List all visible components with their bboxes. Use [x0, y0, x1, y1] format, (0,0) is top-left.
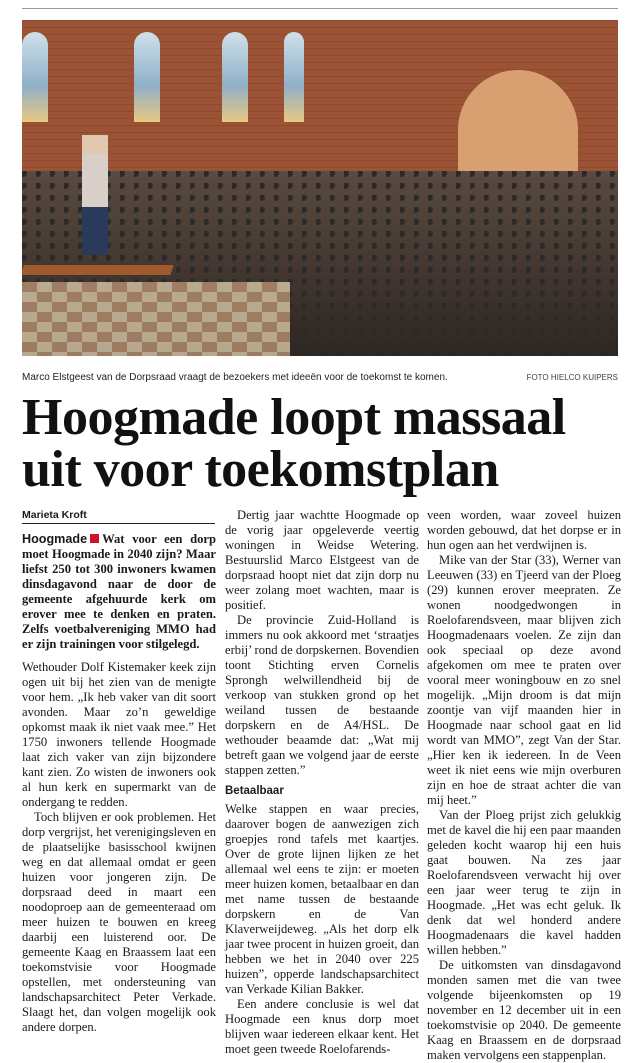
caption-text: Marco Elstgeest van de Dorpsraad vraagt de bezoekers met ideeën voor de toekomst te komen. [22, 372, 448, 383]
paragraph: Een andere conclusie is wel dat Hoogmade een knus dorp moet blijven waar iedereen elkaar kent. Het moet geen tweede Roelofarends- [225, 997, 419, 1056]
paragraph: De provincie Zuid-Holland is immers nu ook akkoord met ‘straatjes erbij’ rond de dorpskernen. Bovendien toont Stichting erven Cornelis Sprongh welwillendheid bij de verkoop van stukken grond op het weiland tussen de bestaande dorpskern en de A4/HSL. De wethouder beaamde dat: „Wat mij betreft gaan we volgend jaar de eerste stappen zetten.” [225, 613, 419, 777]
paragraph: Mike van der Star (33), Werner van Leeuwen (33) en Tjeerd van der Ploeg (29) kunnen erover meepraten. Ze wonen noodgedwongen in Roelofarendsveen, maar blijven zich Hoogmadenaars voelen. Ze zijn dan ook speciaal op deze avond afgekomen om mee te praten over vooral meer woningbouw en zo snel mogelijk. „Mijn droom is dat mijn zoontje van vijf maanden hier in Hoogmade naar school gaat en lid wordt van MMO”, zegt Van der Star. „Hier ken ik iedereen. In de Veen weet ik niet eens wie mijn overburen zijn en hoe de straat achter die van mij heet.” [427, 553, 621, 807]
stained-window [222, 32, 248, 122]
speaker-figure [82, 135, 108, 255]
byline: Marieta Kroft [22, 509, 215, 524]
paragraph: Van der Ploeg prijst zich gelukkig met de kavel die hij een paar maanden geleden kocht waarop hij een huis gaat bouwen. Na zes jaar Roelofarendsveen verwacht hij over een jaar weer terug te zijn in Hoogmade. „Het was echt geluk. Ik denk dat wel honderd andere Hoogmadenaars die kavel hadden willen hebben.” [427, 808, 621, 957]
photo-caption [22, 372, 618, 383]
lead-text: Wat voor een dorp moet Hoogmade in 2040 zijn? Maar liefst 250 tot 300 inwoners kwamen dinsdagavond naar de door de gemeente afgehuurde kerk om erover mee te denken en praten. Zelfs voetbalvereniging MMO had er zijn trainingen voor stilgelegd. [22, 532, 216, 651]
paragraph: De uitkomsten van dinsdagavond monden samen met die van twee volgende bijeenkomsten op 19 november en 12 december uit in een toekomstvisie op 2040. De gemeente Kaag en Braassem en de dorpsraad maken vervolgens een stappenplan. [427, 958, 621, 1062]
checkered-floor [22, 282, 290, 356]
headline-line-1: Hoogmade loopt massaal [22, 389, 566, 446]
paragraph: veen worden, waar zoveel huizen worden gebouwd, dat het dorpse er in hun ogen aan het verdwijnen is. [427, 508, 621, 552]
headline [22, 389, 622, 498]
paragraph: Wethouder Dolf Kistemaker keek zijn ogen uit bij het zien van de menigte voor hem. „Ik heb vaker van dit soort avonden. Maar zo’n geweldige opkomst maak ik niet vaak mee.” Het 1750 inwoners tellende Hoogmade laat zich vaker van zijn bijzondere kant zien. Zo wisten de inwoners ook al hun kerk en supermarkt van de ondergang te redden. [22, 660, 216, 809]
stained-window [134, 32, 160, 122]
dateline: Hoogmade [22, 532, 88, 546]
stained-window [22, 32, 48, 122]
paragraph: Welke stappen en waar precies, daarover bogen de aanwezigen zich groepjes rond tafels met kaartjes. Over de grote lijnen lijken ze het allemaal wel eens te zijn: er moeten meer huizen komen, betaalbaar en dan met name tussen de bestaande dorpskern en de Van Klaverweijdeweg. „Als het dorp elk jaar twee procent in huizen groeit, dan hebben we het in 2040 over 225 huizen”, opperde landschapsarchitect van Verkade Kilian Bakker. [225, 802, 419, 996]
red-square-icon [90, 534, 99, 543]
table [22, 265, 174, 275]
article-photo [22, 20, 618, 356]
column-2 [225, 508, 419, 1057]
subheading: Betaalbaar [225, 785, 284, 797]
photo-credit: FOTO HIELCO KUIPERS [526, 373, 618, 382]
paragraph: Dertig jaar wachtte Hoogmade op de vorig jaar opgeleverde veertig woningen in Weidse Wetering. Bestuurslid Marco Elstgeest van de dorpsraad hoopt niet dat zijn dorp nu weer zolang moet wachten, maar is positief. [225, 508, 419, 612]
lead-paragraph [22, 532, 216, 652]
top-rule [22, 8, 618, 9]
paragraph: Toch blijven er ook problemen. Het dorp vergrijst, het verenigingsleven en de plaatselijke basisschool kwijnen weg en dat allemaal omdat er geen huizen voor jongeren zijn. De dorpsraad deed in maart een noodoproep aan de gemeenteraad om meer huizen te bouwen en kreeg daarbij een luisterend oor. De gemeente Kaag en Braassem laat een toekomstvisie voor Hoogmade opstellen, met ondersteuning van landschapsarchitect Peter Verkade. Slaagt het, dan volgen mogelijk ook andere dorpen. [22, 810, 216, 1034]
headline-line-2: uit voor toekomstplan [22, 441, 499, 498]
stained-window [284, 32, 304, 122]
column-3 [427, 508, 621, 1063]
column-1 [22, 532, 216, 1035]
